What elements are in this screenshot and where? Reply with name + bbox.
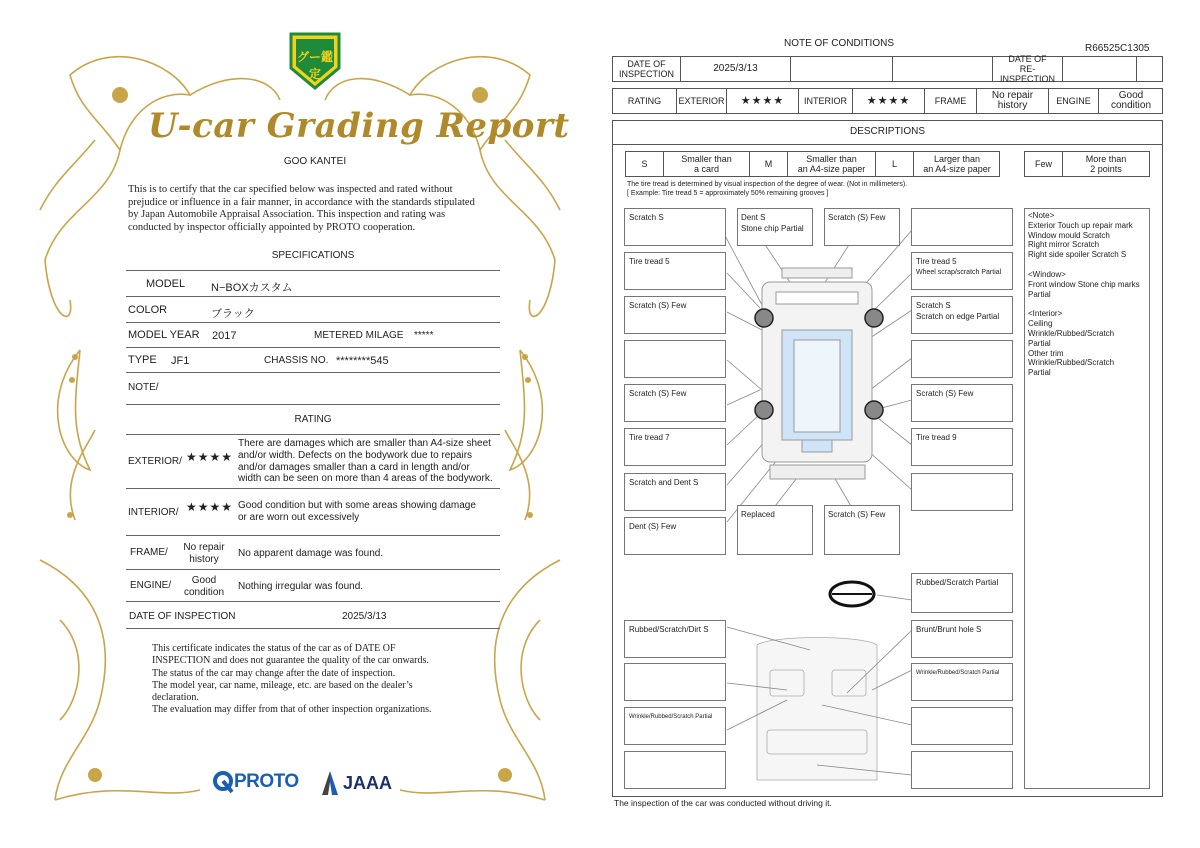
note-label: NOTE/ <box>128 382 159 393</box>
desc-box-interior-left-4 <box>624 751 726 789</box>
jaaa-mark-icon <box>320 770 340 796</box>
desc-box-front-right: Scratch (S) Few <box>824 208 900 246</box>
model-year-label: MODEL YEAR <box>128 329 200 341</box>
divider <box>126 372 500 373</box>
report-title: U-car Grading Report <box>148 106 570 146</box>
reinspection-value-cell <box>1063 57 1137 81</box>
desc-box-interior-left-3: Wrinkle/Rubbed/Scratch Partial <box>624 707 726 745</box>
blank-cell <box>791 57 893 81</box>
legend-l-text: Larger than an A4-size paper <box>923 154 991 174</box>
desc-box-front-center: Dent S Stone chip Partial <box>737 208 813 246</box>
desc-box-left-8: Dent (S) Few <box>624 517 726 555</box>
type-value: JF1 <box>171 355 190 367</box>
steering-wheel-icon <box>830 582 874 606</box>
proto-mark-icon <box>212 770 234 794</box>
certification-intro: This is to certify that the car specified below was inspected and rated without prejudice or influence in a fair manner, in accordance with the standards stipulated by Japan Automobile Appraisal Association. This inspection and rating was conducted by inspector officially appointed by PROTO cooperation. <box>128 184 475 233</box>
date-label-cell: DATE OF INSPECTION <box>613 57 681 81</box>
frame-label-cell: FRAME <box>925 89 977 113</box>
desc-box-left-2: Tire tread 5 <box>624 252 726 290</box>
interior-label: INTERIOR/ <box>128 507 179 518</box>
legend-few: Few <box>1025 152 1063 176</box>
blank-cell <box>893 57 993 81</box>
desc-box-left-4 <box>624 340 726 378</box>
chassis-label: CHASSIS NO. <box>264 355 329 366</box>
desc-box-interior-right-1: Brunt/Brunt hole S <box>911 620 1013 658</box>
legend-few-text: More than 2 points <box>1085 154 1127 174</box>
logo-text: グー鑑定 <box>296 50 333 81</box>
legend-m-text: Smaller than an A4-size paper <box>788 152 876 176</box>
legend-l: L <box>876 152 914 176</box>
reinspection-label-cell: DATE OF RE-INSPECTION <box>993 57 1063 81</box>
desc-box-left-5: Scratch (S) Few <box>624 384 726 422</box>
model-year-value: 2017 <box>212 330 237 342</box>
desc-box-rear-center: Replaced <box>737 505 813 555</box>
divider <box>126 270 500 271</box>
desc-box-right-5: Scratch (S) Few <box>911 384 1013 422</box>
divider <box>126 296 500 297</box>
desc-box-interior-right-2: Wrinkle/Rubbed/Scratch Partial <box>911 663 1013 701</box>
jaaa-logo <box>320 770 392 796</box>
conditions-footer: The inspection of the car was conducted without driving it. <box>614 798 832 808</box>
certificate-footer-text: This certificate indicates the status of the car as of DATE OF INSPECTION and does not guarantee the quality of the car onwards. The status of the car may change after the date of inspection. The model year, car name, mileage, etc. are based on the dealer’s declaration. The evaluation may differ from that of other inspection organizations. <box>152 643 432 716</box>
exterior-label-cell: EXTERIOR <box>677 89 727 113</box>
interior-label-cell: INTERIOR <box>799 89 853 113</box>
desc-box-rear-right: Scratch (S) Few <box>824 505 900 555</box>
report-subtitle: GOO KANTEI <box>283 156 347 167</box>
desc-box-interior-left-2 <box>624 663 726 701</box>
legend-s-text: Smaller than a card <box>664 152 750 176</box>
exterior-stars-cell: ★★★★ <box>727 89 799 113</box>
engine-label: ENGINE/ <box>130 580 172 591</box>
frame-label: FRAME/ <box>130 547 168 558</box>
tire-tread-note: The tire tread is determined by visual inspection of the degree of wear. (Not in millimeters). [ Example: Tire tread 5 = approximately 50% remaining grooves ] <box>627 181 908 197</box>
model-label: MODEL <box>146 278 186 290</box>
inspection-date-row <box>612 56 1163 82</box>
conditions-title: NOTE OF CONDITIONS <box>784 38 894 49</box>
desc-box-left-7: Scratch and Dent S <box>624 473 726 511</box>
desc-box-right-4 <box>911 340 1013 378</box>
date-value-cell: 2025/3/13 <box>681 57 791 81</box>
desc-box-right-3: Scratch S Scratch on edge Partial <box>911 296 1013 334</box>
engine-label-cell: ENGINE <box>1049 89 1099 113</box>
interior-stars-cell: ★★★★ <box>853 89 925 113</box>
exterior-stars: ★★★★ <box>186 450 234 464</box>
mileage-value: ***** <box>414 330 434 341</box>
desc-box-right-2: Tire tread 5 Wheel scrap/scratch Partial <box>911 252 1013 290</box>
divider <box>126 535 500 536</box>
type-label: TYPE <box>128 354 157 366</box>
divider <box>126 404 500 405</box>
divider <box>126 628 500 629</box>
interior-stars: ★★★★ <box>186 500 234 514</box>
divider <box>126 322 500 323</box>
proto-logo <box>212 770 299 794</box>
desc-box-right-6: Tire tread 9 <box>911 428 1013 466</box>
divider <box>126 347 500 348</box>
rating-heading: RATING <box>294 414 332 425</box>
goo-kantei-logo <box>287 30 343 90</box>
chassis-value: ********545 <box>336 355 389 367</box>
few-legend <box>1024 151 1150 177</box>
size-legend <box>625 151 1000 177</box>
legend-m: M <box>750 152 788 176</box>
legend-s: S <box>626 152 664 176</box>
desc-box-right-7 <box>911 473 1013 511</box>
divider <box>126 434 500 435</box>
specifications-heading: SPECIFICATIONS <box>271 250 355 261</box>
desc-box-interior-right-4 <box>911 751 1013 789</box>
frame-value: No repair history <box>183 542 225 565</box>
rating-label-cell: RATING <box>613 89 677 113</box>
desc-box-interior-left-1: Rubbed/Scratch/Dirt S <box>624 620 726 658</box>
divider <box>126 569 500 570</box>
jaaa-logo-text: JAAA <box>343 772 393 793</box>
date-of-inspection-value: 2025/3/13 <box>342 611 387 622</box>
interior-description: Good condition but with some areas showing damage or are worn out excessively <box>238 500 476 523</box>
notes-text: <Note> Exterior Touch up repair mark Window mould Scratch Right mirror Scratch Right side spoiler Scratch S <Window> Front window Stone chip marks Partial <Interior> Ceiling Wrinkle/Rubbed/Scratch Partial Other trim Wrinkle/Rubbed/Scratch Partial <box>1028 211 1140 378</box>
desc-box-interior-right-3 <box>911 707 1013 745</box>
color-label: COLOR <box>128 304 168 316</box>
engine-value-cell: Good condition <box>1110 90 1152 111</box>
divider <box>126 488 500 489</box>
rating-row <box>612 88 1163 114</box>
desc-box-front-left: Scratch S <box>624 208 726 246</box>
desc-box-left-6: Tire tread 7 <box>624 428 726 466</box>
descriptions-heading: DESCRIPTIONS <box>849 126 925 137</box>
mileage-label: METERED MILAGE <box>314 330 404 341</box>
desc-box-left-3: Scratch (S) Few <box>624 296 726 334</box>
exterior-label: EXTERIOR/ <box>128 456 182 467</box>
desc-box-steering: Rubbed/Scratch Partial <box>911 573 1013 613</box>
exterior-description: There are damages which are smaller than A4-size sheet and/or width. Defects on the bodywork due to repairs and/or damages smaller than a card in length and/or width can be seen on more than 4 areas of the bodywork. <box>238 438 493 485</box>
frame-description: No apparent damage was found. <box>238 548 384 559</box>
date-of-inspection-label: DATE OF INSPECTION <box>129 611 236 622</box>
desc-box-right-1 <box>911 208 1013 246</box>
engine-description: Nothing irregular was found. <box>238 581 364 592</box>
color-value: ブラック <box>211 308 255 320</box>
frame-value-cell: No repair history <box>977 89 1049 113</box>
divider <box>612 144 1163 145</box>
reference-number: R66525C1305 <box>1085 43 1150 54</box>
proto-logo-text: PROTO <box>234 771 299 792</box>
engine-value: Good condition <box>183 575 225 598</box>
model-value: N−BOXカスタム <box>211 282 293 294</box>
divider <box>126 601 500 602</box>
